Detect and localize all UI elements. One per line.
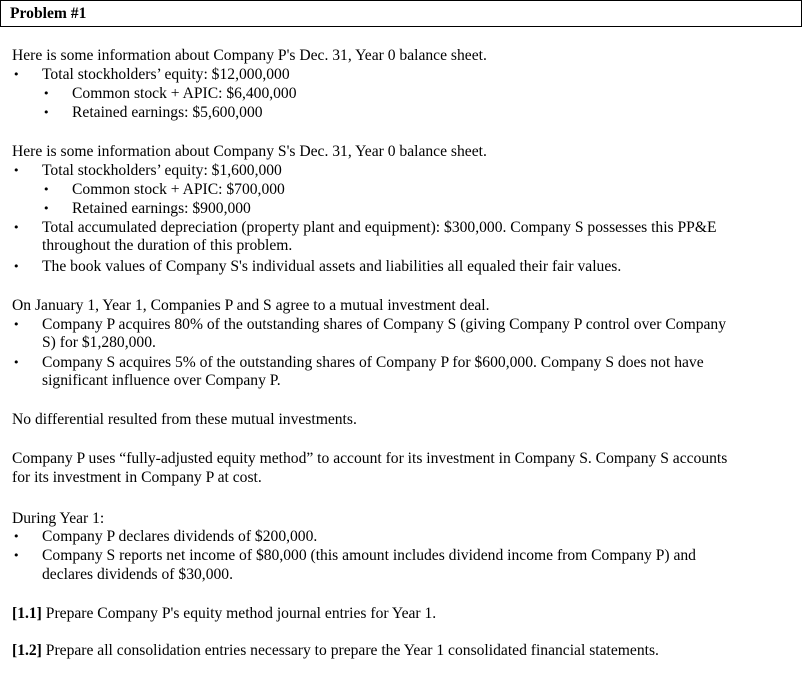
section-p-intro: Here is some information about Company P's Dec. 31, Year 0 balance sheet. xyxy=(12,47,487,64)
question-label: [1.2] xyxy=(12,642,42,659)
question-label: [1.1] xyxy=(12,605,42,622)
bullet-icon: • xyxy=(43,106,50,119)
s-income-line1: Company S reports net income of $80,000 (this amount includes dividend income from Company P) and xyxy=(42,547,696,564)
s-depreciation-line1: Total accumulated depreciation (property plant and equipment): $300,000. Company S possesses this PP&E xyxy=(42,219,717,236)
problem-title: Problem #1 xyxy=(10,5,87,22)
bullet-icon: • xyxy=(13,68,20,81)
bullet-icon: • xyxy=(13,164,20,177)
s-common-stock: Common stock + APIC: $700,000 xyxy=(72,181,285,198)
s-income-line2: declares dividends of $30,000. xyxy=(42,566,233,583)
p-acquires-line2: S) for $1,280,000. xyxy=(42,334,156,351)
s-book-values: The book values of Company S's individual assets and liabilities all equaled their fair values. xyxy=(42,258,622,275)
s-depreciation-line2: throughout the duration of this problem. xyxy=(42,237,293,254)
s-retained-earnings: Retained earnings: $900,000 xyxy=(72,200,251,217)
bullet-icon: • xyxy=(43,87,50,100)
deal-intro: On January 1, Year 1, Companies P and S agree to a mutual investment deal. xyxy=(12,297,490,314)
question-text: Prepare Company P's equity method journal entries for Year 1. xyxy=(41,605,437,622)
methods-line2: for its investment in Company P at cost. xyxy=(12,469,262,486)
section-s-intro: Here is some information about Company S's Dec. 31, Year 0 balance sheet. xyxy=(12,143,487,160)
bullet-icon: • xyxy=(13,260,20,273)
methods-line1: Company P uses “fully-adjusted equity method” to account for its investment in Company S. Company S accounts xyxy=(12,450,728,467)
bullet-icon: • xyxy=(43,183,50,196)
bullet-icon: • xyxy=(13,356,20,369)
s-acquires-line1: Company S acquires 5% of the outstanding shares of Company P for $600,000. Company S does not have xyxy=(42,354,704,371)
s-acquires-line2: significant influence over Company P. xyxy=(42,372,281,389)
s-total-equity: Total stockholders’ equity: $1,600,000 xyxy=(42,162,282,179)
year1-intro: During Year 1: xyxy=(12,510,105,527)
p-common-stock: Common stock + APIC: $6,400,000 xyxy=(72,85,297,102)
problem-title-box xyxy=(0,0,802,27)
p-acquires-line1: Company P acquires 80% of the outstanding shares of Company S (giving Company P control over Company xyxy=(42,316,727,333)
question-text: Prepare all consolidation entries necessary to prepare the Year 1 consolidated financial statements. xyxy=(41,642,659,659)
p-dividends: Company P declares dividends of $200,000. xyxy=(42,528,318,545)
p-retained-earnings: Retained earnings: $5,600,000 xyxy=(72,104,263,121)
bullet-icon: • xyxy=(13,530,20,543)
question-1-1 xyxy=(12,605,436,623)
no-differential: No differential resulted from these mutual investments. xyxy=(12,411,357,428)
bullet-icon: • xyxy=(13,318,20,331)
p-total-equity: Total stockholders’ equity: $12,000,000 xyxy=(42,66,290,83)
bullet-icon: • xyxy=(43,202,50,215)
question-1-2 xyxy=(12,642,659,660)
bullet-icon: • xyxy=(13,221,20,234)
bullet-icon: • xyxy=(13,549,20,562)
